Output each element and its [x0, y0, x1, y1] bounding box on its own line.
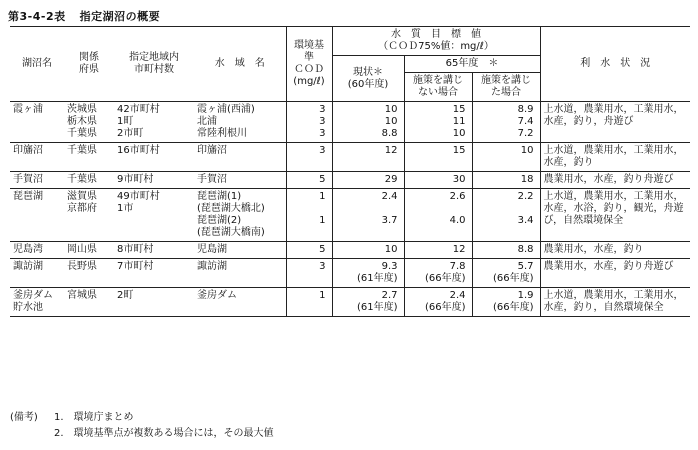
row-current: 12: [332, 143, 404, 172]
row-no-measure: 12: [404, 242, 472, 259]
row-pref: 茨城県 栃木県 千葉県: [64, 102, 114, 143]
row-usage: 農業用水，水産，釣り舟遊び: [540, 172, 690, 189]
row-cod: 5: [286, 242, 332, 259]
row-lake: 児島湾: [10, 242, 64, 259]
row-measure: 2.2 3.4: [472, 189, 540, 242]
row-usage: 上水道，農業用水，工業用水，水産，釣り，舟遊び: [540, 102, 690, 143]
row-lake: 霞ヶ浦: [10, 102, 64, 143]
table-row: [10, 288, 690, 317]
row-area: 2町: [114, 288, 194, 317]
row-cod: 3: [286, 259, 332, 288]
row-measure: 10: [472, 143, 540, 172]
table-row: [10, 102, 690, 143]
row-area: 49市町村 1市: [114, 189, 194, 242]
row-current: 9.3 (61年度): [332, 259, 404, 288]
row-current: 2.4 3.7: [332, 189, 404, 242]
row-area: 16市町村: [114, 143, 194, 172]
row-water: 児島湖: [194, 242, 286, 259]
quality-subtitle: （ＣＯＤ75%値：mg/ℓ）: [378, 41, 494, 52]
col-cod: 環境基準 ＣＯＤ (mg/ℓ): [286, 27, 332, 102]
row-water: 諏訪湖: [194, 259, 286, 288]
table-number: 第3-4-2表: [8, 10, 66, 23]
row-area: 42市町村 1町 2市町: [114, 102, 194, 143]
row-no-measure: 7.8 (66年度): [404, 259, 472, 288]
col-current: 現状＊ (60年度): [332, 56, 404, 102]
row-current: 2.7 (61年度): [332, 288, 404, 317]
row-measure: 8.9 7.4 7.2: [472, 102, 540, 143]
col-fy65: 65年度 ＊: [404, 56, 540, 73]
row-no-measure: 15 11 10: [404, 102, 472, 143]
notes-label: (備考): [10, 412, 38, 423]
row-area: 7市町村: [114, 259, 194, 288]
row-water: 霞ヶ浦(西浦) 北浦 常陸利根川: [194, 102, 286, 143]
notes: [10, 410, 274, 442]
col-water: 水 域 名: [194, 27, 286, 102]
row-lake: 諏訪湖: [10, 259, 64, 288]
row-water: 琵琶湖(1) (琵琶湖大橋北) 琵琶湖(2) (琵琶湖大橋南): [194, 189, 286, 242]
col-pref: 関係 府県: [64, 27, 114, 102]
row-area: 8市町村: [114, 242, 194, 259]
table-row: [10, 143, 690, 172]
row-cod: 1 1: [286, 189, 332, 242]
col-area: 指定地域内 市町村数: [114, 27, 194, 102]
lakes-table: [10, 26, 690, 317]
row-lake: 手賀沼: [10, 172, 64, 189]
row-no-measure: 30: [404, 172, 472, 189]
row-lake: 釜房ダム貯水池: [10, 288, 64, 317]
table-row: [10, 242, 690, 259]
table-row: [10, 189, 690, 242]
row-measure: 8.8: [472, 242, 540, 259]
row-no-measure: 15: [404, 143, 472, 172]
row-lake: 印旛沼: [10, 143, 64, 172]
table-row: [10, 172, 690, 189]
row-current: 10: [332, 242, 404, 259]
row-usage: 上水道，農業用水，工業用水，水産，釣り，自然環境保全: [540, 288, 690, 317]
row-no-measure: 2.6 4.0: [404, 189, 472, 242]
row-measure: 5.7 (66年度): [472, 259, 540, 288]
row-pref: 岡山県: [64, 242, 114, 259]
row-no-measure: 2.4 (66年度): [404, 288, 472, 317]
row-cod: 3 3 3: [286, 102, 332, 143]
table-row: [10, 259, 690, 288]
note-2: 2. 環境基準点が複数ある場合には，その最大値: [54, 428, 274, 439]
row-usage: 上水道，農業用水，工業用水，水産，釣り: [540, 143, 690, 172]
row-current: 29: [332, 172, 404, 189]
row-pref: 宮城県: [64, 288, 114, 317]
row-pref: 千葉県: [64, 143, 114, 172]
table-caption: 指定湖沼の概要: [79, 10, 161, 23]
row-cod: 1: [286, 288, 332, 317]
col-lake: 湖沼名: [10, 27, 64, 102]
row-measure: 18: [472, 172, 540, 189]
note-1: 1. 環境庁まとめ: [54, 412, 134, 423]
row-water: 印旛沼: [194, 143, 286, 172]
row-water: 釜房ダム: [194, 288, 286, 317]
quality-title: 水 質 目 標 値: [391, 29, 481, 40]
row-usage: 農業用水，水産，釣り: [540, 242, 690, 259]
row-usage: 農業用水，水産，釣り舟遊び: [540, 259, 690, 288]
row-water: 手賀沼: [194, 172, 286, 189]
row-usage: 上水道，農業用水，工業用水，水産，水浴，釣り，観光，舟遊び，自然環境保全: [540, 189, 690, 242]
col-usage: 利 水 状 況: [540, 27, 690, 102]
row-cod: 3: [286, 143, 332, 172]
row-pref: 長野県: [64, 259, 114, 288]
col-no-measure: 施策を講じ ない場合: [404, 73, 472, 102]
row-pref: 千葉県: [64, 172, 114, 189]
row-lake: 琵琶湖: [10, 189, 64, 242]
col-quality: [332, 27, 540, 56]
row-area: 9市町村: [114, 172, 194, 189]
col-measure: 施策を講じ た場合: [472, 73, 540, 102]
row-current: 10 10 8.8: [332, 102, 404, 143]
row-measure: 1.9 (66年度): [472, 288, 540, 317]
row-pref: 滋賀県 京都府: [64, 189, 114, 242]
row-cod: 5: [286, 172, 332, 189]
table-title: [8, 8, 174, 24]
